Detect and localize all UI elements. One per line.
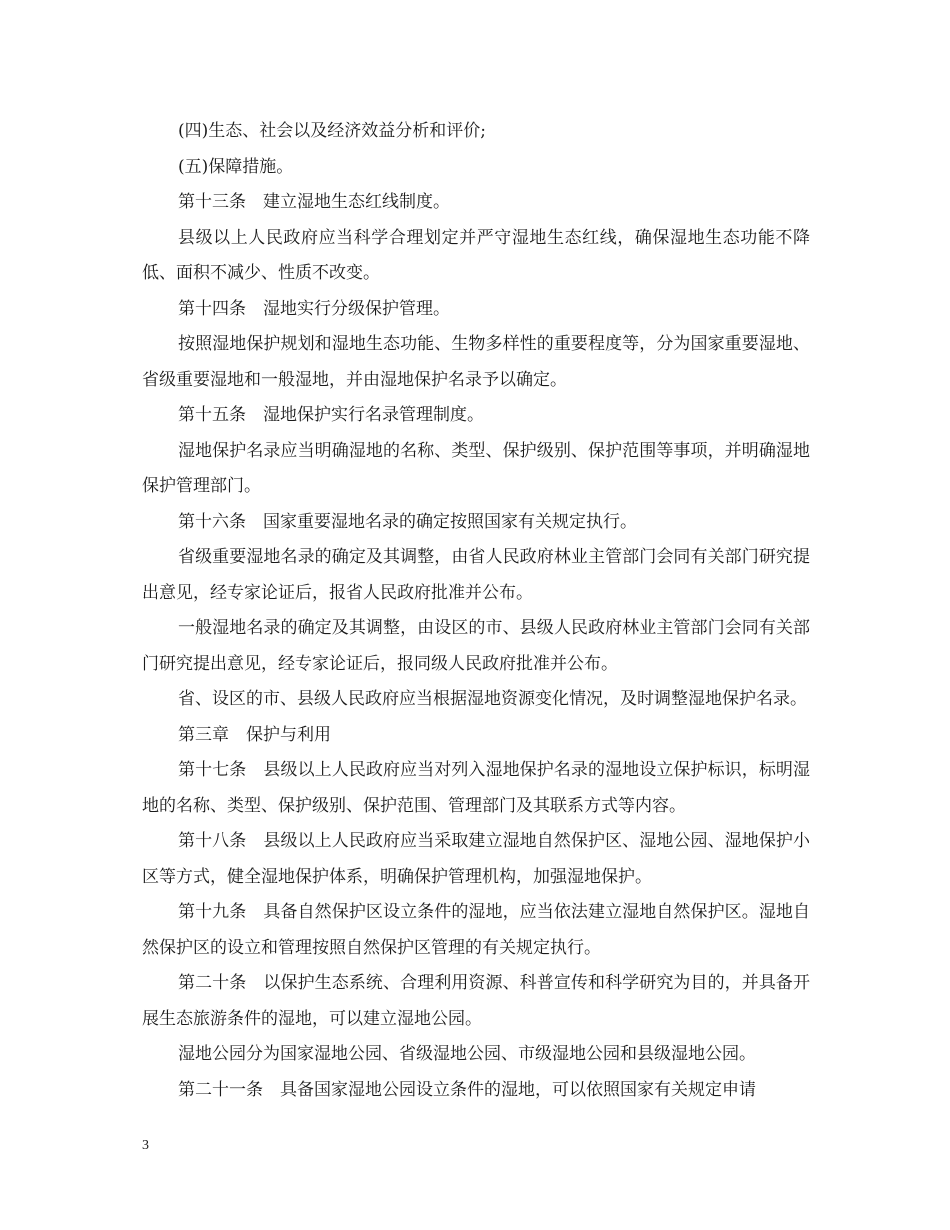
article-paragraph: 第二十条 以保护生态系统、合理利用资源、科普宣传和科学研究为目的，并具备开展生态旅游条件的湿地，可以建立湿地公园。 — [142, 973, 810, 1029]
article-paragraph: 第十八条 县级以上人民政府应当采取建立湿地自然保护区、湿地公园、湿地保护小区等方式，健全湿地保护体系，明确保护管理机构，加强湿地保护。 — [142, 831, 810, 887]
paragraph: (五)保障措施。 — [178, 156, 294, 177]
article-paragraph: 第十七条 县级以上人民政府应当对列入湿地保护名录的湿地设立保护标识，标明湿地的名称、类型、保护级别、保护范围、管理部门及其联系方式等内容。 — [142, 760, 810, 816]
paragraph: 湿地公园分为国家湿地公园、省级湿地公园、市级湿地公园和县级湿地公园。 — [178, 1044, 756, 1064]
paragraph: 县级以上人民政府应当科学合理划定并严守湿地生态红线，确保湿地生态功能不降低、面积不减少、性质不改变。 — [142, 227, 810, 283]
paragraph: 一般湿地名录的确定及其调整，由设区的市、县级人民政府林业主管部门会同有关部门研究提出意见，经专家论证后，报同级人民政府批准并公布。 — [142, 618, 810, 674]
paragraph: 按照湿地保护规划和湿地生态功能、生物多样性的重要程度等，分为国家重要湿地、省级重要湿地和一般湿地，并由湿地保护名录予以确定。 — [142, 334, 810, 390]
paragraph: 省、设区的市、县级人民政府应当根据湿地资源变化情况，及时调整湿地保护名录。 — [178, 689, 807, 709]
article-heading: 第十五条 湿地保护实行名录管理制度。 — [178, 405, 484, 425]
paragraph: 省级重要湿地名录的确定及其调整，由省人民政府林业主管部门会同有关部门研究提出意见，经专家论证后，报省人民政府批准并公布。 — [142, 547, 810, 603]
page-number: 3 — [142, 1138, 149, 1153]
document-body — [142, 114, 810, 1108]
chapter-heading: 第三章 保护与利用 — [178, 724, 331, 745]
paragraph: 湿地保护名录应当明确湿地的名称、类型、保护级别、保护范围等事项，并明确湿地保护管理部门。 — [142, 440, 810, 496]
article-heading: 第十六条 国家重要湿地名录的确定按照国家有关规定执行。 — [178, 511, 637, 532]
article-paragraph: 第二十一条 具备国家湿地公园设立条件的湿地，可以依照国家有关规定申请 — [178, 1079, 756, 1100]
article-heading: 第十四条 湿地实行分级保护管理。 — [178, 298, 450, 319]
article-paragraph: 第十九条 具备自然保护区设立条件的湿地，应当依法建立湿地自然保护区。湿地自然保护区的设立和管理按照自然保护区管理的有关规定执行。 — [142, 902, 810, 958]
article-heading: 第十三条 建立湿地生态红线制度。 — [178, 192, 450, 212]
paragraph: (四)生态、社会以及经济效益分析和评价; — [178, 121, 486, 141]
